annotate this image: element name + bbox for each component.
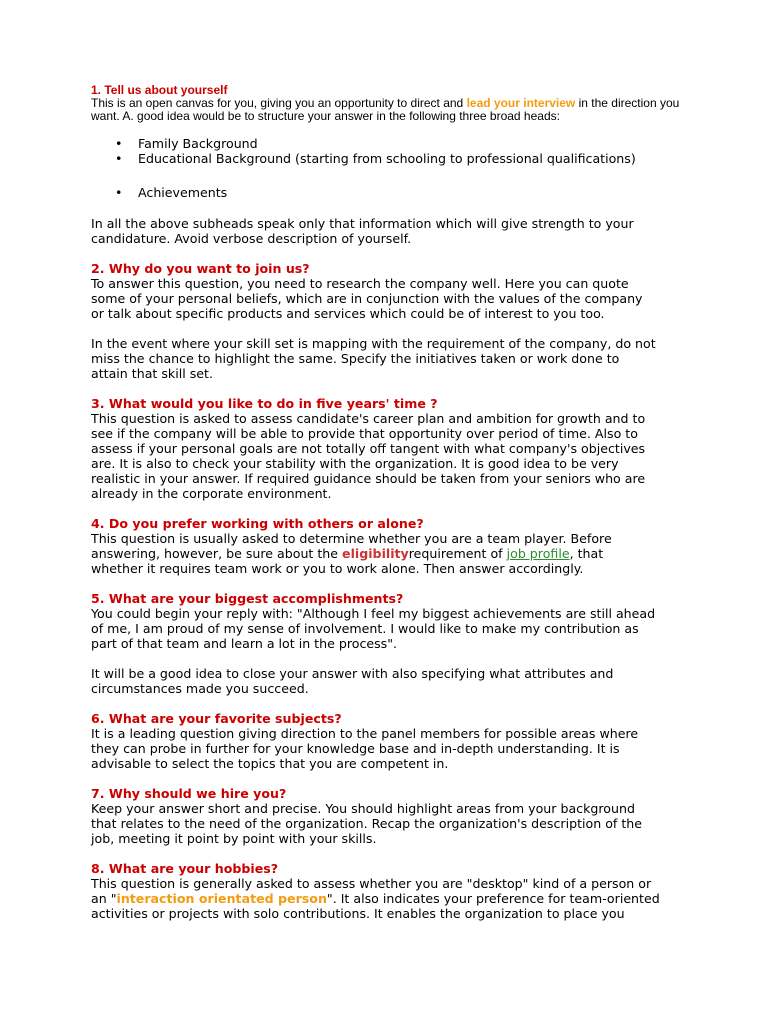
job-profile-link[interactable]: job profile (506, 546, 570, 561)
bullet-icon: • (115, 151, 123, 166)
question-8-section: 8. What are your hobbies? This question is generally asked to assess whether you are "desktop" kind of a person or an "interaction orientated person". It also indicates your preference for team-oriented activities or projects with solo contributions. It enables the organization to place you (91, 861, 691, 921)
interaction-orientated-person-highlight: interaction orientated person (116, 891, 327, 906)
question-3-section: 3. What would you like to do in five years' time ? This question is asked to assess candidate's career plan and ambition for growth and to see if the company will be able to provide that opportunity over period of time. Also to assess if your personal goals are not totally off tangent with what company's objectives are. It is also to check your stability with the organization. It is good idea to be very realistic in your answer. If required guidance should be taken from your seniors who are already in the corporate environment. (91, 396, 691, 501)
bullet-icon: • (115, 136, 123, 151)
question-8-heading: 8. What are your hobbies? (91, 861, 279, 876)
question-6-heading: 6. What are your favorite subjects? (91, 711, 342, 726)
question-5-section: 5. What are your biggest accomplishments? You could begin your reply with: "Although I feel my biggest achievements are still ahead of me, I am proud of my sense of involvement. I would like to make my contribution as part of that team and learn a lot in the process". It will be a good idea to close your answer with also specifying what attributes and circumstances made you succeed. (91, 591, 691, 696)
question-4-section: 4. Do you prefer working with others or alone? This question is usually asked to determine whether you are a team player. Before answering, however, be sure about the eligibilityrequirement of job profile, that whether it requires team work or you to work alone. Then answer accordingly. (91, 516, 691, 576)
question-7-section: 7. Why should we hire you? Keep your answer short and precise. You should highlight areas from your background that relates to the need of the organization. Recap the organization's description of the job, meeting it point by point with your skills. (91, 786, 691, 846)
question-1-closing: In all the above subheads speak only that information which will give strength to your candidature. Avoid verbose description of yourself. (91, 216, 634, 246)
bullet-icon: • (115, 185, 123, 200)
list-item: • Educational Background (starting from schooling to professional qualifications) (115, 151, 636, 166)
question-5-heading: 5. What are your biggest accomplishments? (91, 591, 404, 606)
question-1-heading: 1. Tell us about yourself (91, 83, 228, 97)
question-4-heading: 4. Do you prefer working with others or alone? (91, 516, 424, 531)
list-item: • Family Background (115, 136, 258, 151)
question-1-intro: This is an open canvas for you, giving you an opportunity to direct and lead your interview in the direction you (91, 96, 680, 110)
question-1-intro-line2: want. A. good idea would be to structure your answer in the following three broad heads: (91, 109, 560, 123)
eligibility-highlight: eligibility (342, 546, 409, 561)
question-2-section: 2. Why do you want to join us? To answer this question, you need to research the company well. Here you can quote some of your personal beliefs, which are in conjunction with the values of the company or talk about specific products and services which could be of interest to you too. In the event where your skill set is mapping with the requirement of the company, do not miss the chance to highlight the same. Specify the initiatives taken or work done to attain that skill set. (91, 261, 691, 381)
question-3-heading: 3. What would you like to do in five years' time ? (91, 396, 438, 411)
question-7-heading: 7. Why should we hire you? (91, 786, 287, 801)
question-6-section: 6. What are your favorite subjects? It is a leading question giving direction to the panel members for possible areas where they can probe in further for your knowledge base and in-depth understanding. It is advisable to select the topics that you are competent in. (91, 711, 691, 771)
lead-your-interview-highlight: lead your interview (466, 96, 576, 110)
list-item: • Achievements (115, 185, 228, 200)
document-content (91, 84, 691, 921)
question-2-heading: 2. Why do you want to join us? (91, 261, 310, 276)
question-1-bullet-list (115, 136, 691, 200)
